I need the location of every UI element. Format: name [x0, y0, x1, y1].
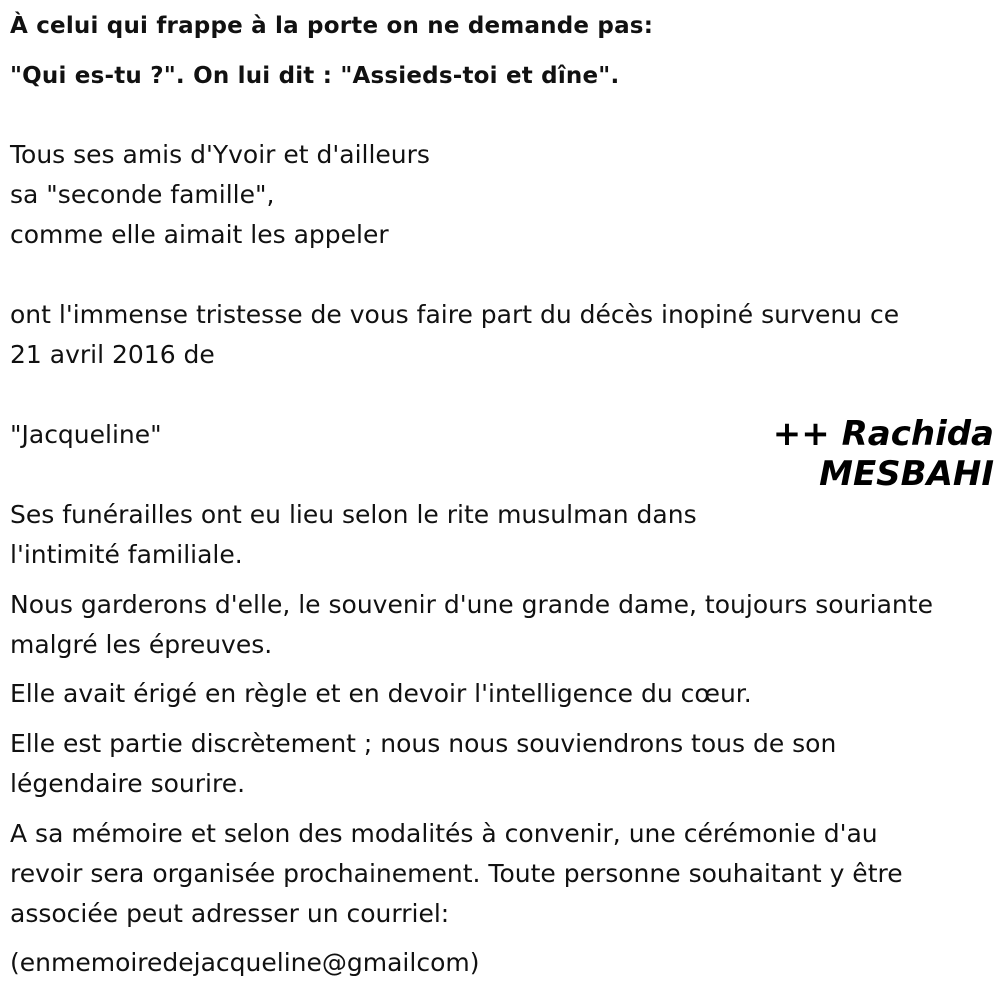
memory-line-2: malgré les épreuves. — [10, 630, 273, 659]
memory-line-1: Nous garderons d'elle, le souvenir d'une grande dame, toujours souriante — [10, 590, 933, 619]
deceased-name-line-1: ++ Rachida — [772, 414, 994, 454]
deceased-name — [773, 414, 994, 494]
departed-line-1: Elle est partie discrètement ; nous nous souviendrons tous de son — [10, 729, 837, 758]
funeral-line-1: Ses funérailles ont eu lieu selon le rite musulman dans — [10, 500, 697, 529]
deceased-name-line-2: MESBAHI — [819, 454, 994, 494]
quote-line-2: "Qui es-tu ?". On lui dit : "Assieds-toi et dîne". — [10, 63, 620, 89]
ceremony-line-2: revoir sera organisée prochainement. Toute personne souhaitant y être — [10, 859, 903, 888]
ceremony-line-3: associée peut adresser un courriel: — [10, 899, 450, 928]
funeral-line-2: l'intimité familiale. — [10, 540, 243, 569]
departed-line-2: légendaire sourire. — [10, 769, 246, 798]
intro-line-2: sa "seconde famille", — [10, 180, 275, 209]
obituary-page — [10, 0, 995, 998]
announcement-line-1: ont l'immense tristesse de vous faire part du décès inopiné survenu ce — [10, 300, 900, 329]
intro-line-3: comme elle aimait les appeler — [10, 220, 389, 249]
nickname: "Jacqueline" — [10, 420, 162, 449]
quote-line-1: À celui qui frappe à la porte on ne demande pas: — [10, 13, 654, 39]
intro-line-1: Tous ses amis d'Yvoir et d'ailleurs — [10, 140, 430, 169]
ceremony-line-1: A sa mémoire et selon des modalités à convenir, une cérémonie d'au — [10, 819, 878, 848]
contact-email: (enmemoiredejacqueline@gmailcom) — [10, 948, 480, 977]
rule-line: Elle avait érigé en règle et en devoir l'intelligence du cœur. — [10, 679, 752, 708]
announcement-line-2: 21 avril 2016 de — [10, 340, 215, 369]
